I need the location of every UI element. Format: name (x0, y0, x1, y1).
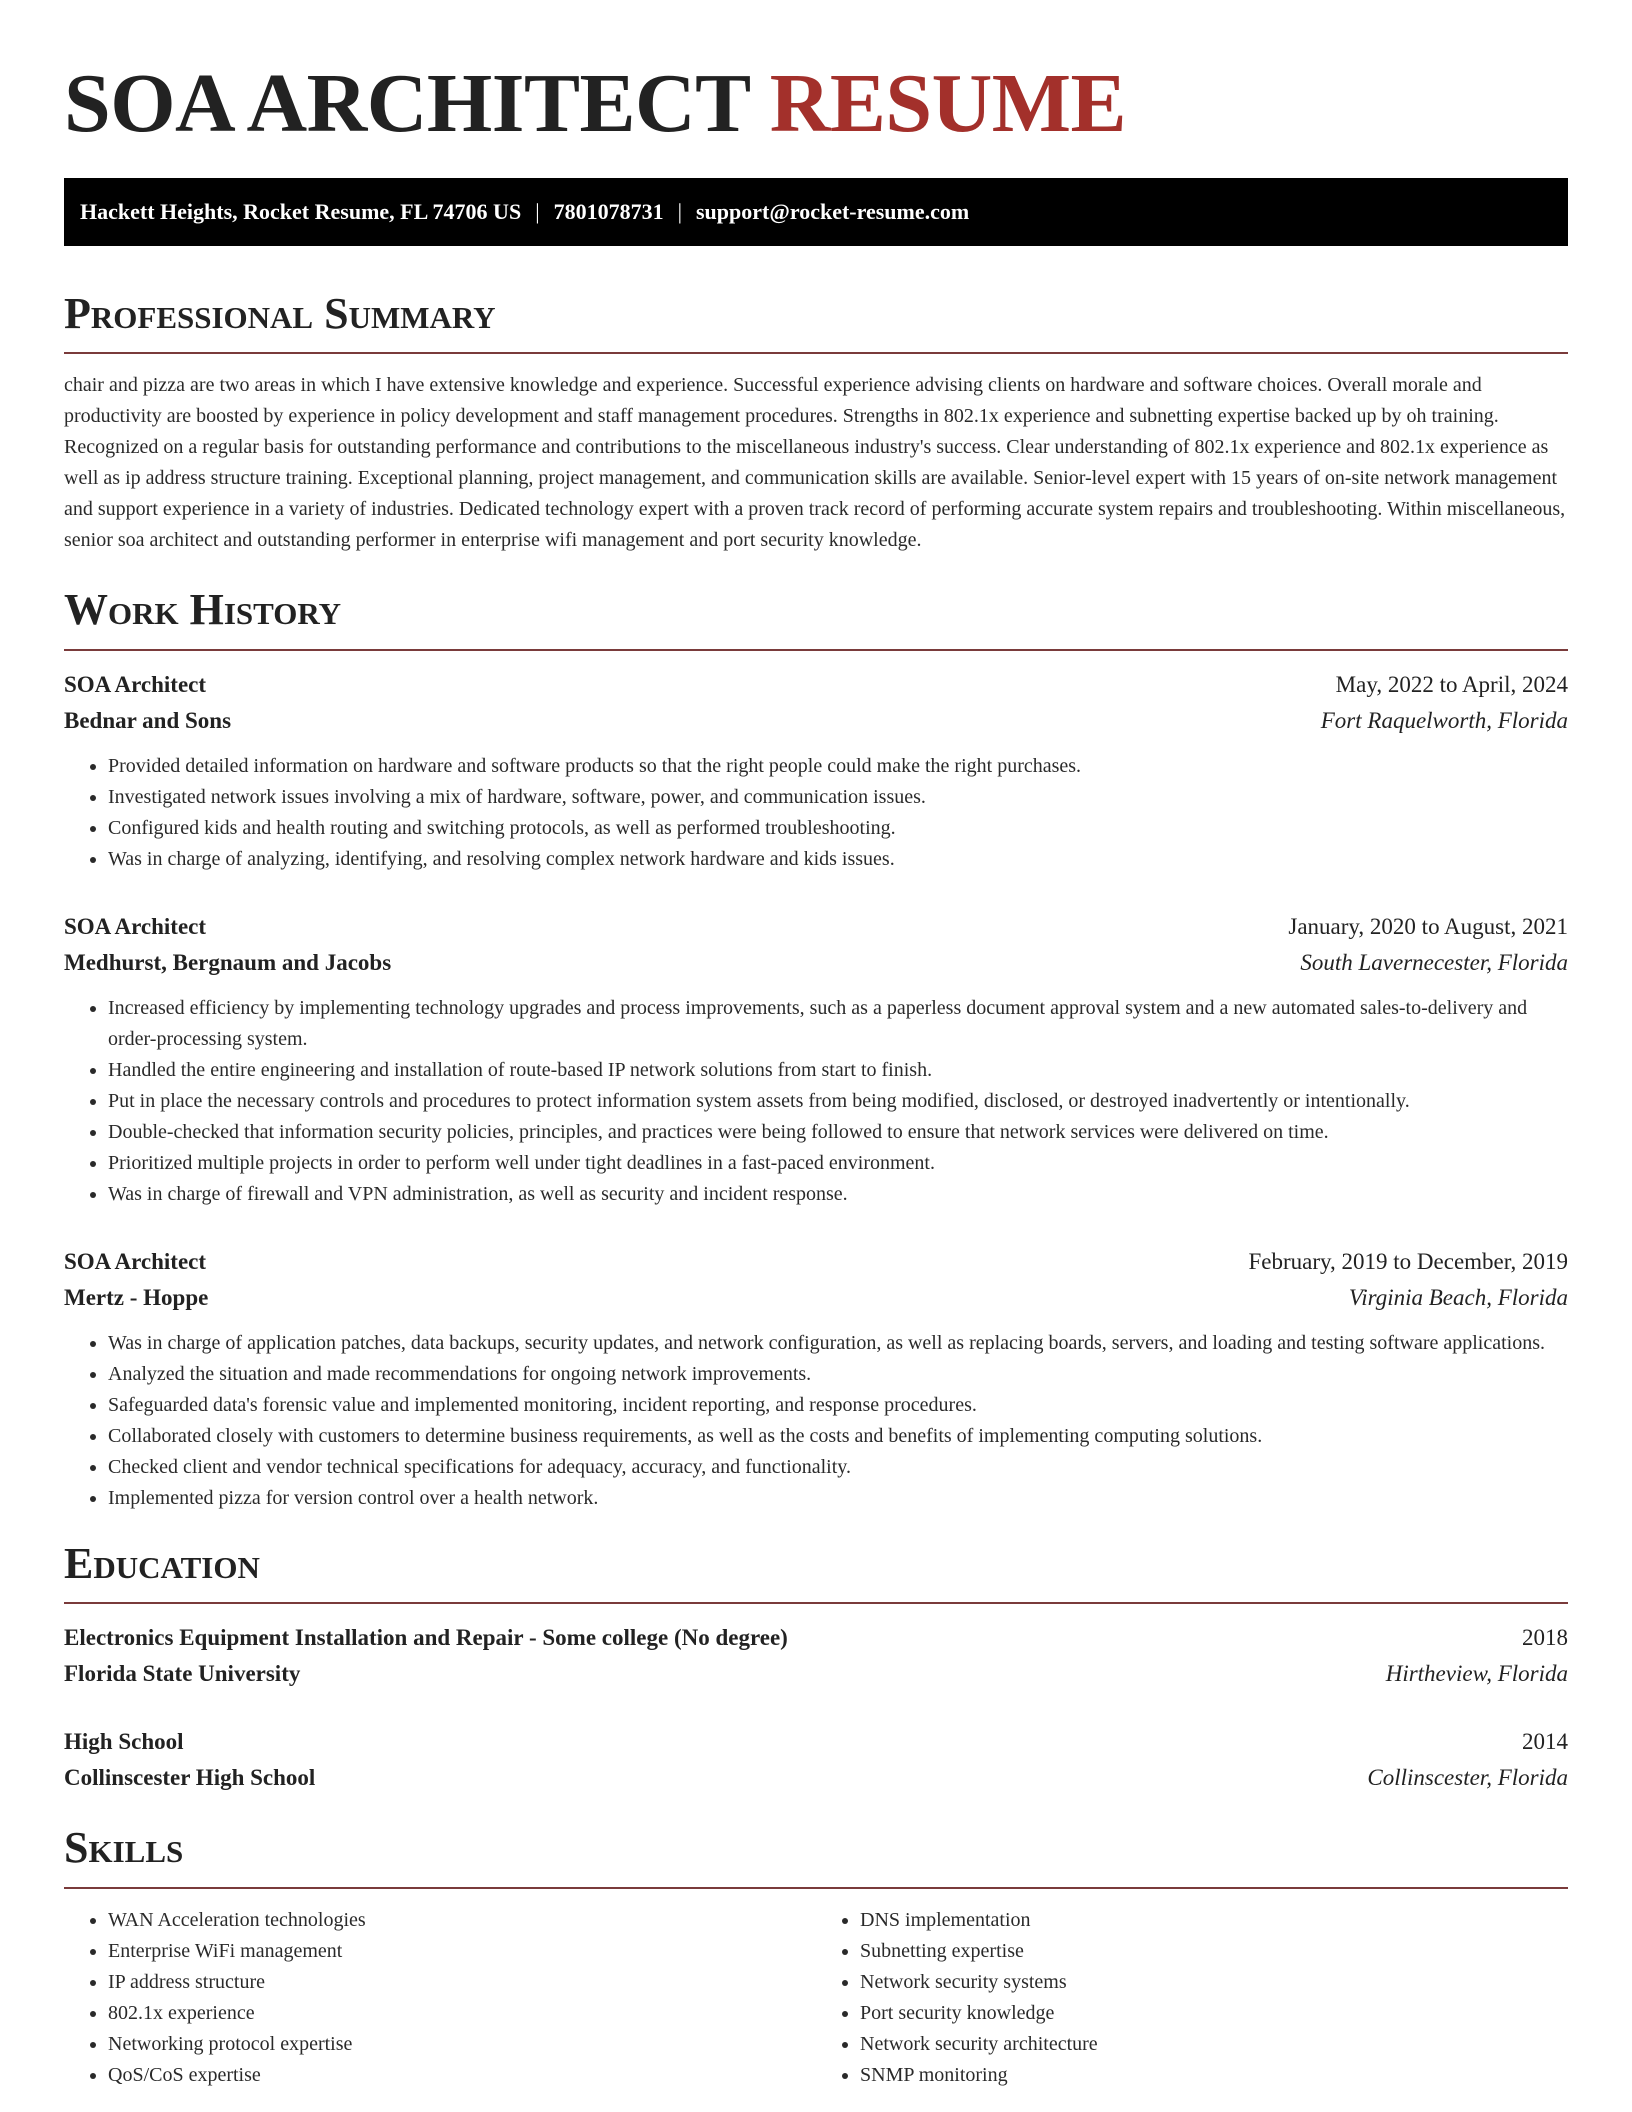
skill-item: • Subnetting expertise (860, 1936, 1568, 1967)
job-dates: January, 2020 to August, 2021 (1288, 913, 1568, 939)
job-bullets (64, 993, 1568, 1210)
job-bullet: • Double-checked that information security policies, principles, and practices were being followed to ensure that network services were delivered on time. (108, 1117, 1568, 1148)
work-history-section (64, 586, 1568, 1513)
education-school: Florida State University (64, 1661, 301, 1687)
page-title (64, 57, 1568, 150)
job-bullet: • Put in place the necessary controls and procedures to protect information system assets from being modified, disclosed, or destroyed inadvertently or intentionally. (108, 1086, 1568, 1117)
job-title: SOA Architect (64, 671, 207, 697)
education-heading: Education (64, 1538, 260, 1588)
job-bullet: • Was in charge of application patches, data backups, security updates, and network configuration, as well as replacing boards, servers, and loading and testing software applications. (108, 1328, 1568, 1359)
section-divider (64, 1602, 1568, 1604)
job-dates: February, 2019 to December, 2019 (1248, 1248, 1568, 1274)
job-bullets (64, 751, 1568, 875)
skill-item: • Network security architecture (860, 2029, 1568, 2060)
skills-heading: Skills (64, 1823, 184, 1873)
job-bullet: • Checked client and vendor technical specifications for adequacy, accuracy, and functionality. (108, 1452, 1568, 1483)
summary-heading: Professional Summary (64, 289, 496, 338)
job-entry (64, 667, 1568, 875)
contact-separator: | (535, 199, 540, 224)
skill-item: • Networking protocol expertise (108, 2029, 816, 2060)
job-company: Bednar and Sons (64, 707, 232, 733)
education-degree-row (64, 1724, 1568, 1760)
contact-address: Hackett Heights, Rocket Resume, FL 74706 US (80, 199, 522, 224)
education-school-row (64, 1656, 1568, 1692)
education-degree: Electronics Equipment Installation and Repair - Some college (No degree) (64, 1625, 788, 1651)
job-dates: May, 2022 to April, 2024 (1335, 671, 1568, 697)
skill-item: • Port security knowledge (860, 1998, 1568, 2029)
education-location: Hirtheview, Florida (1385, 1661, 1568, 1687)
job-bullet: • Prioritized multiple projects in order to perform well under tight deadlines in a fast-paced environment. (108, 1148, 1568, 1179)
skills-list-right (816, 1905, 1568, 2091)
job-title: SOA Architect (64, 1248, 207, 1274)
contact-bar (64, 178, 1568, 246)
job-bullet: • Was in charge of firewall and VPN administration, as well as security and incident response. (108, 1179, 1568, 1210)
education-entry (64, 1620, 1568, 1692)
job-company-row (64, 703, 1568, 739)
education-school: Collinscester High School (64, 1765, 316, 1791)
job-bullet: • Safeguarded data's forensic value and implemented monitoring, incident reporting, and response procedures. (108, 1390, 1568, 1421)
skills-list-left (64, 1905, 816, 2091)
job-header-row (64, 1244, 1568, 1280)
job-company-row (64, 945, 1568, 981)
job-header-row (64, 667, 1568, 703)
job-bullet: • Was in charge of analyzing, identifying, and resolving complex network hardware and kids issues. (108, 844, 1568, 875)
skill-item: • WAN Acceleration technologies (108, 1905, 816, 1936)
job-company: Mertz - Hoppe (64, 1284, 209, 1310)
summary-section (64, 290, 1568, 556)
skill-item: • Enterprise WiFi management (108, 1936, 816, 1967)
section-divider (64, 1887, 1568, 1889)
job-bullet: • Handled the entire engineering and installation of route-based IP network solutions from start to finish. (108, 1055, 1568, 1086)
skill-item: • DNS implementation (860, 1905, 1568, 1936)
education-section (64, 1540, 1568, 1796)
education-degree-row (64, 1620, 1568, 1656)
job-title: SOA Architect (64, 913, 207, 939)
section-divider (64, 352, 1568, 354)
education-entry (64, 1724, 1568, 1796)
job-header-row (64, 909, 1568, 945)
job-bullets (64, 1328, 1568, 1514)
job-bullet: • Provided detailed information on hardware and software products so that the right people could make the right purchases. (108, 751, 1568, 782)
job-entry (64, 909, 1568, 1210)
job-bullet: • Increased efficiency by implementing technology upgrades and process improvements, such as a paperless document approval system and a new automated sales-to-delivery and order-processing system. (108, 993, 1568, 1055)
title-main: SOA ARCHITECT (64, 57, 750, 150)
contact-phone: 7801078731 (553, 199, 664, 224)
job-bullet: • Configured kids and health routing and switching protocols, as well as performed troubleshooting. (108, 813, 1568, 844)
contact-separator: | (677, 199, 682, 224)
job-bullet: • Investigated network issues involving a mix of hardware, software, power, and communication issues. (108, 782, 1568, 813)
skills-section (64, 1824, 1568, 2090)
title-accent: RESUME (769, 57, 1127, 150)
skill-item: • SNMP monitoring (860, 2060, 1568, 2091)
education-degree: High School (64, 1729, 184, 1755)
work-history-heading: Work History (64, 585, 342, 635)
summary-text: chair and pizza are two areas in which I have extensive knowledge and experience. Successful experience advising clients on hardware and software choices. Overall morale and productivity are boosted by experience in policy development and staff management procedures. Strengths in 802.1x experience and subnetting expertise backed up by oh training. Recognized on a regular basis for outstanding performance and contributions to the miscellaneous industry's success. Clear understanding of 802.1x experience and 802.1x experience as well as ip address structure training. Exceptional planning, project management, and communication skills are available. Senior-level expert with 15 years of on-site network management and support experience in a variety of industries. Dedicated technology expert with a proven track record of performing accurate system repairs and troubleshooting. Within miscellaneous, senior soa architect and outstanding performer in enterprise wifi management and port security knowledge. (64, 374, 1566, 552)
section-divider (64, 649, 1568, 651)
education-year: 2014 (1522, 1729, 1568, 1755)
job-company-row (64, 1280, 1568, 1316)
skill-item: • 802.1x experience (108, 1998, 816, 2029)
contact-email: support@rocket-resume.com (696, 199, 970, 224)
job-location: Fort Raquelworth, Florida (1320, 707, 1568, 733)
job-location: Virginia Beach, Florida (1348, 1284, 1568, 1310)
education-year: 2018 (1522, 1625, 1568, 1651)
skills-columns (64, 1905, 1568, 2091)
skill-item: • QoS/CoS expertise (108, 2060, 816, 2091)
skill-item: • Network security systems (860, 1967, 1568, 1998)
job-location: South Lavernecester, Florida (1300, 949, 1568, 975)
job-bullet: • Analyzed the situation and made recommendations for ongoing network improvements. (108, 1359, 1568, 1390)
education-location: Collinscester, Florida (1367, 1765, 1568, 1791)
education-school-row (64, 1760, 1568, 1796)
skill-item: • IP address structure (108, 1967, 816, 1998)
job-company: Medhurst, Bergnaum and Jacobs (64, 949, 392, 975)
job-bullet: • Collaborated closely with customers to determine business requirements, as well as the costs and benefits of implementing computing solutions. (108, 1421, 1568, 1452)
job-entry (64, 1244, 1568, 1514)
job-bullet: • Implemented pizza for version control over a health network. (108, 1483, 1568, 1514)
